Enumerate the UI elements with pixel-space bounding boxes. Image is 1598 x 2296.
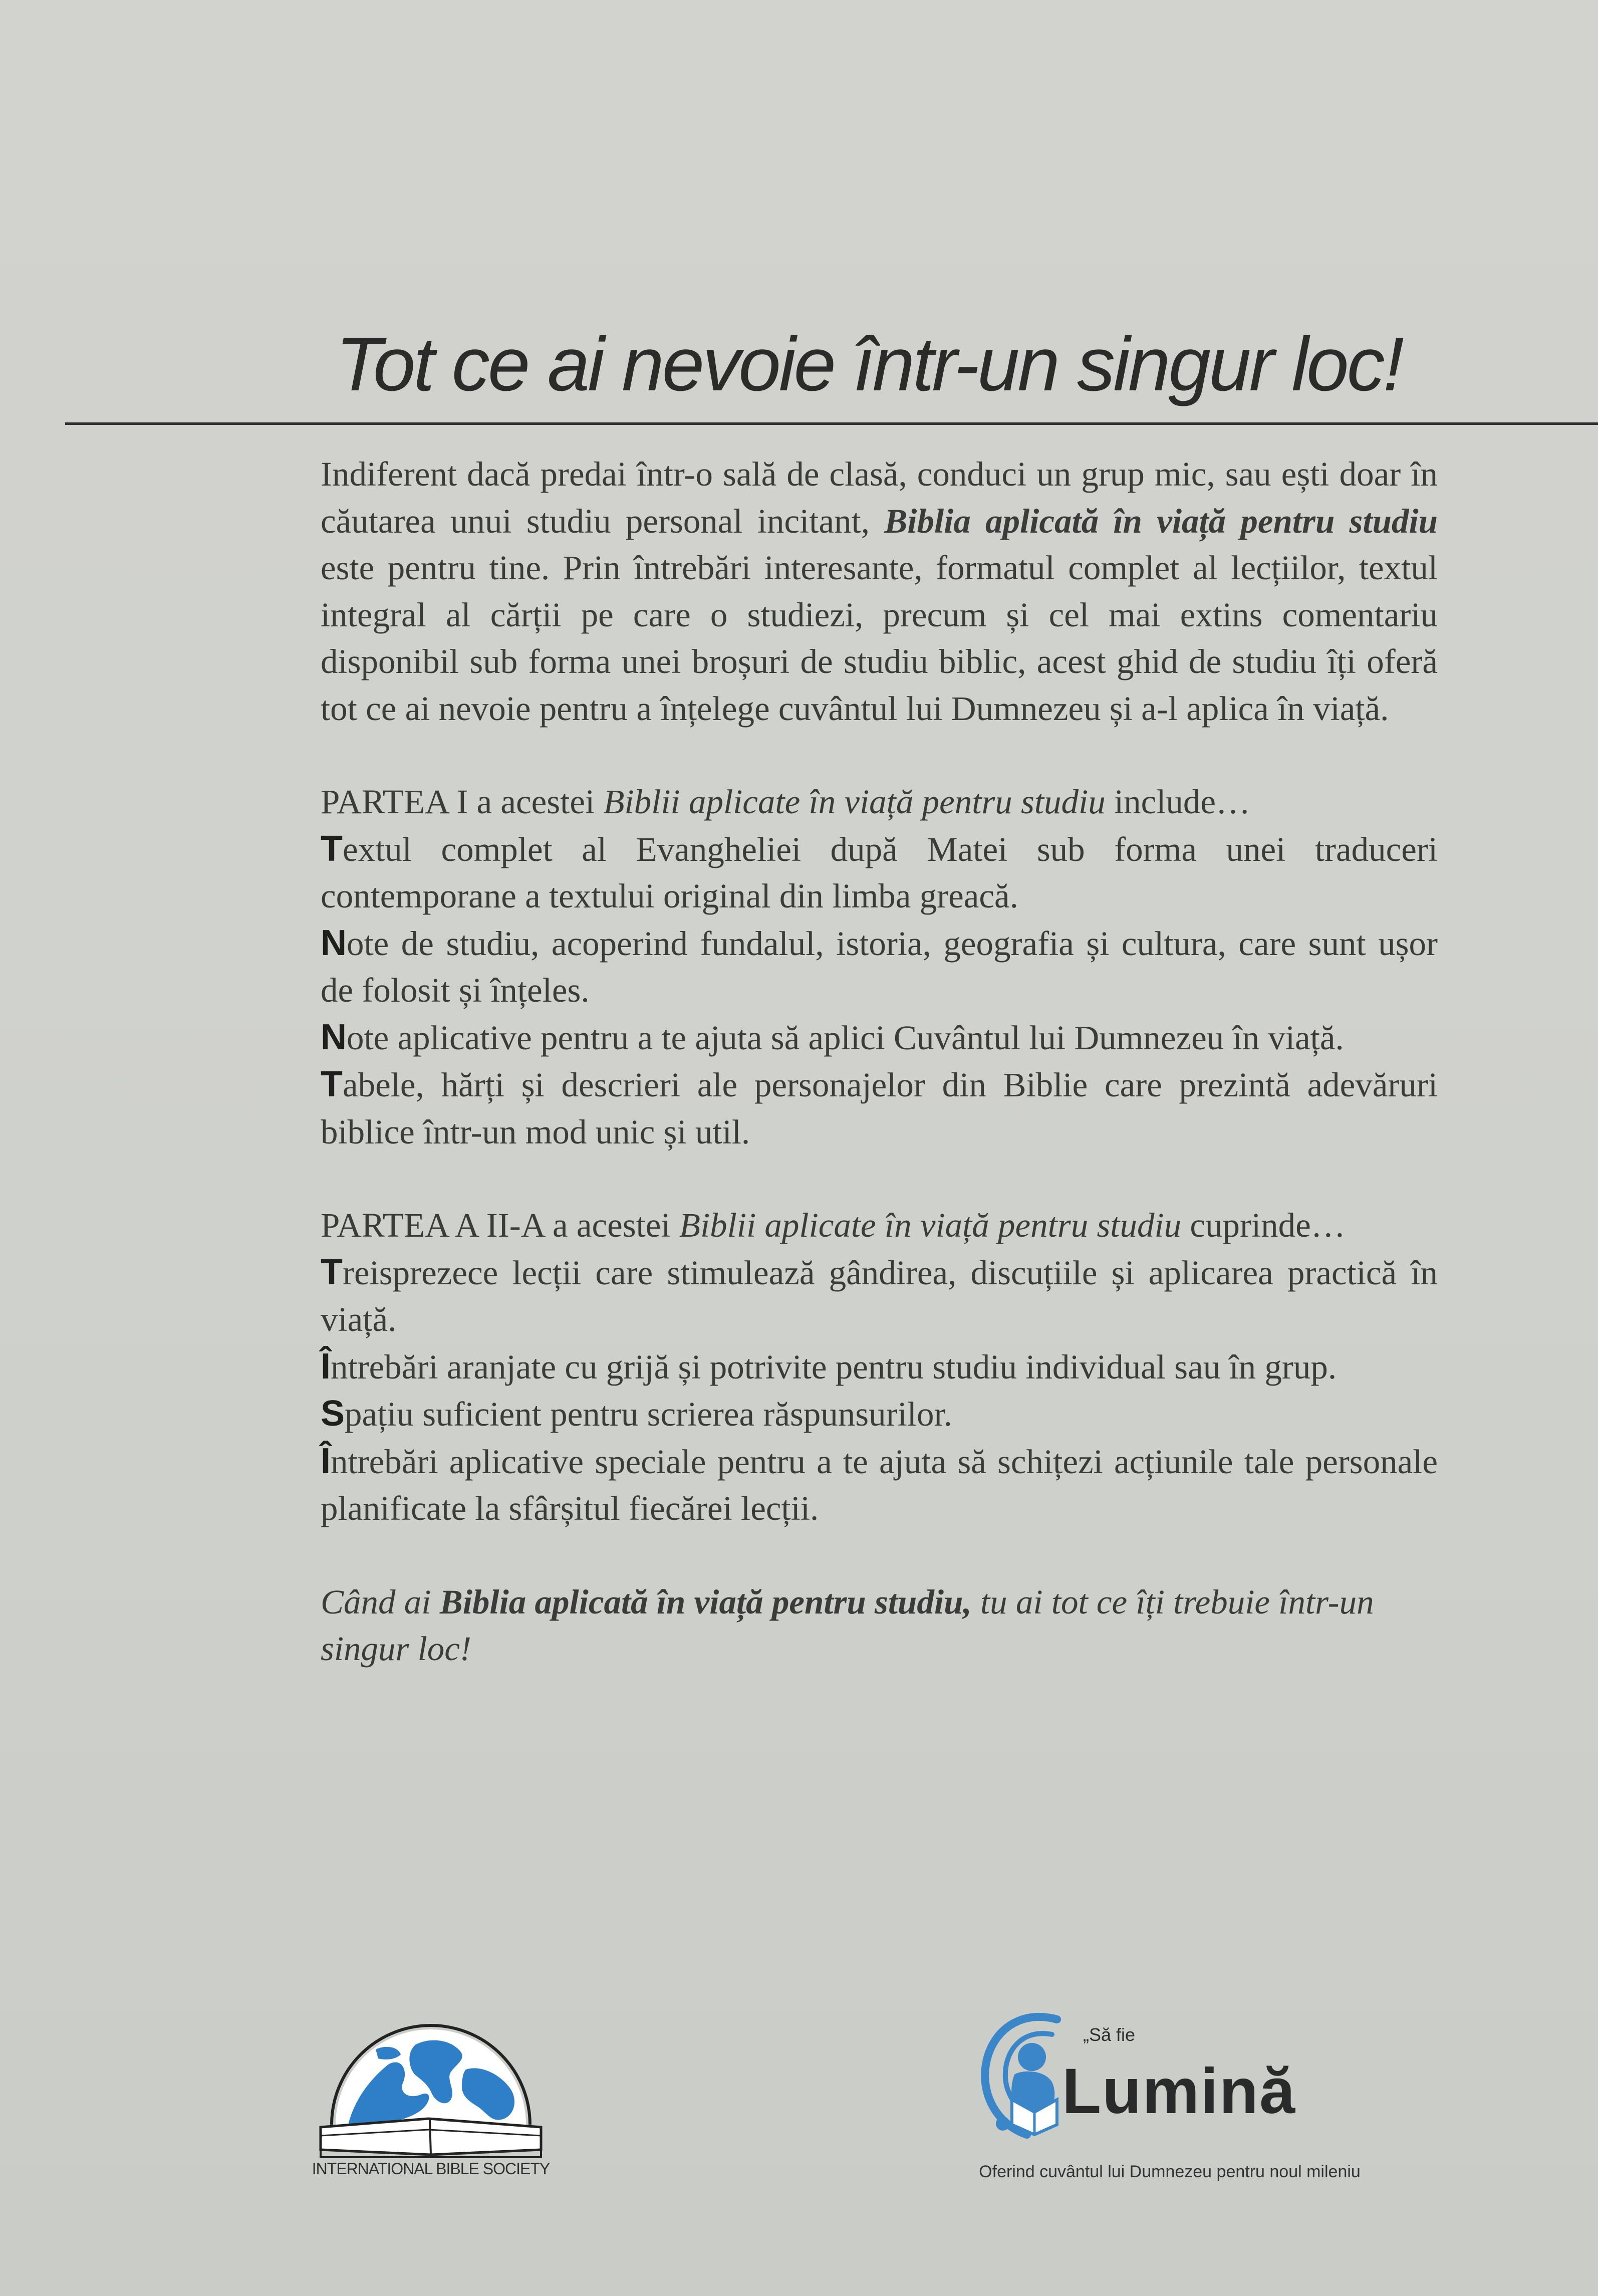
- part2-heading: PARTEA A II-A a acestei Biblii aplicate în viață pentru studiu cuprinde…: [321, 1206, 1346, 1244]
- globe-bible-icon: [301, 2004, 561, 2185]
- closing-book-title: Biblia aplicată în viață pentru studiu,: [439, 1582, 972, 1621]
- lumina-tagline: Oferind cuvântul lui Dumnezeu pentru noul mileniu: [979, 2162, 1361, 2181]
- body-text: [321, 451, 1438, 1673]
- part1-item: Tabele, hărți și descrieri ale personajelor din Biblie care prezintă adevăruri biblice într-un mod unic și util.: [321, 1064, 1438, 1151]
- lumina-wordmark: Lumină: [1062, 2055, 1296, 2127]
- intro-book-title: Biblia aplicată în viață pentru studiu: [884, 502, 1438, 540]
- item-initial: T: [321, 1252, 343, 1292]
- item-initial: T: [321, 1064, 343, 1104]
- item-initial: S: [321, 1394, 345, 1434]
- item-initial: Î: [321, 1346, 331, 1387]
- ibs-name: INTERNATIONAL BIBLE SOCIETY: [312, 2160, 550, 2178]
- part1-heading: PARTEA I a acestei Biblii aplicate în viață pentru studiu include…: [321, 783, 1251, 821]
- lumina-pre-text: „Să fie: [1083, 2024, 1136, 2045]
- part1-item: Note aplicative pentru a te ajuta să aplici Cuvântul lui Dumnezeu în viață.: [321, 1017, 1344, 1057]
- item-initial: N: [321, 1017, 347, 1057]
- part2-item: Întrebări aranjate cu grijă și potrivite pentru studiu individual sau în grup.: [321, 1346, 1337, 1387]
- intro-paragraph: Indiferent dacă predai într-o sală de clasă, conduci un grup mic, sau ești doar în căutarea unui studiu personal incitant, Biblia aplicată în viață pentru studiu este pentru tine. Prin întrebări interesante, formatul complet al lecțiilor, textul integral al cărții pe care o studiezi, precum și cel mai extins comentariu disponibil sub forma unei broșuri de studiu biblic, acest ghid de studiu îți oferă tot ce ai nevoie pentru a înțelege cuvântul lui Dumnezeu și a-l aplica în viață.: [321, 455, 1438, 728]
- part2-item: Întrebări aplicative speciale pentru a te ajuta să schițezi acțiunile tale personale planificate la sfârșitul fiecărei lecții.: [321, 1441, 1438, 1527]
- headline: Tot ce ai nevoie într-un singur loc!: [336, 322, 1402, 407]
- item-initial: T: [321, 828, 343, 869]
- part2-item: Treisprezece lecții care stimulează gândirea, discuțiile și aplicarea practică în viață.: [321, 1252, 1438, 1338]
- part1-item: Textul complet al Evangheliei după Matei sub forma unei traduceri contemporane a textului original din limba greacă.: [321, 828, 1438, 915]
- part1-item: Note de studiu, acoperind fundalul, istoria, geografia și cultura, care sunt ușor de folosit și înțeles.: [321, 923, 1438, 1009]
- part2-item: Spațiu suficient pentru scrierea răspunsurilor.: [321, 1394, 952, 1434]
- item-initial: Î: [321, 1441, 331, 1481]
- item-initial: N: [321, 923, 347, 963]
- closing-paragraph: Când ai Biblia aplicată în viață pentru studiu, tu ai tot ce îți trebuie într-un singur loc!: [321, 1582, 1374, 1668]
- headline-rule: [65, 422, 1598, 425]
